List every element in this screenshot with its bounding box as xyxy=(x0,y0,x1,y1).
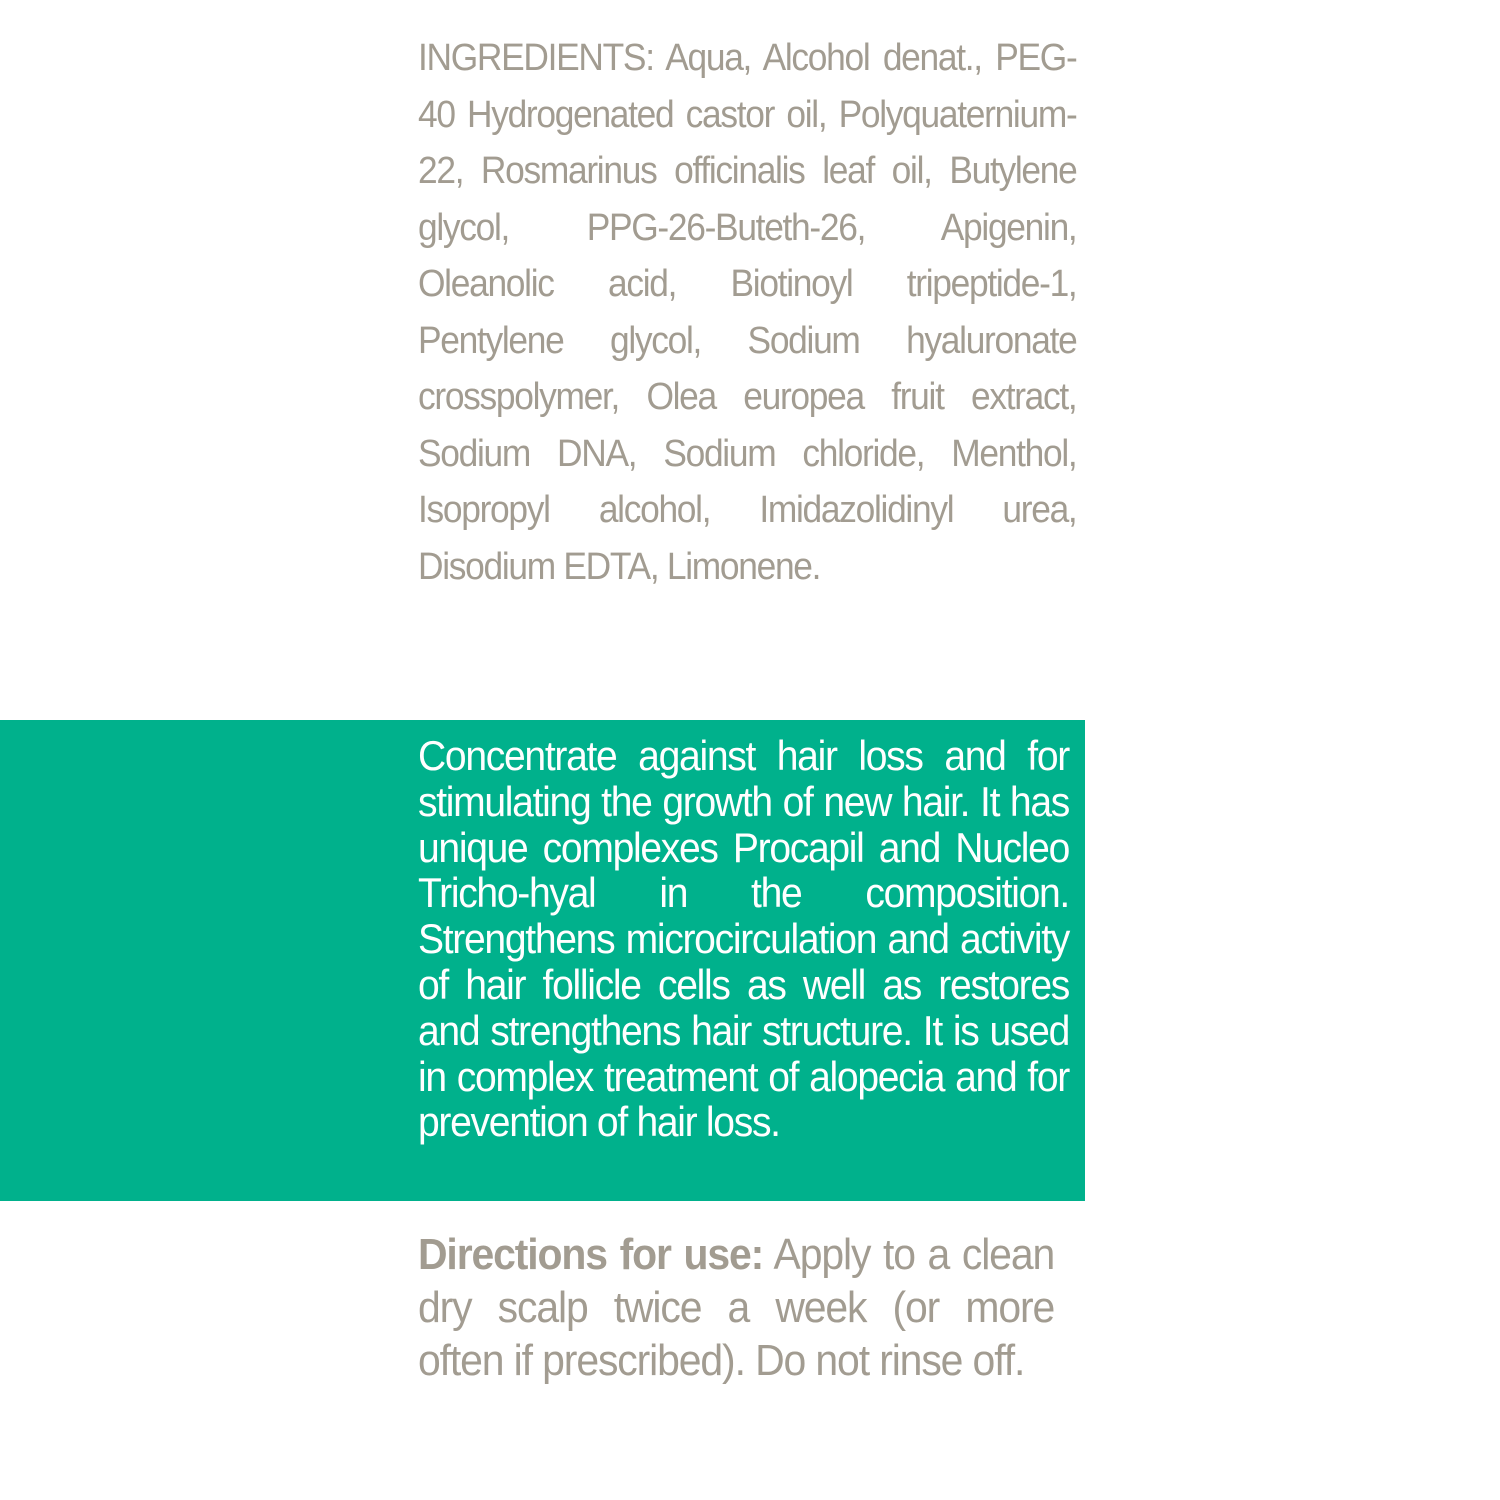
product-description-paragraph: Concentrate against hair loss and for stimulating the growth of new hair. It has unique complexes Procapil and Nucleo Tricho-hyal in the composition. Strengthens microcirculation and activity of hair follicle cells as well as restores and strengthens hair structure. It is used in complex treatment of alopecia and for prevention of hair loss. xyxy=(418,732,1069,1146)
directions-text: Apply to a clean dry scalp twice a week (or more often if prescribed). Do not rinse off. xyxy=(418,1230,1055,1385)
directions-paragraph xyxy=(418,1228,1054,1387)
directions-label: Directions for use: xyxy=(418,1230,764,1279)
ingredients-paragraph: INGREDIENTS: Aqua, Alcohol denat., PEG-40 Hydrogenated castor oil, Polyquaternium-22, Rosmarinus officinalis leaf oil, Butylene glycol, PPG-26-Buteth-26, Apigenin, Oleanolic acid, Biotinoyl tripeptide-1, Pentylene glycol, Sodium hyaluronate crosspolymer, Olea europea fruit extract, Sodium DNA, Sodium chloride, Menthol, Isopropyl alcohol, Imidazolidinyl urea, Disodium EDTA, Limonene. xyxy=(418,37,1077,588)
